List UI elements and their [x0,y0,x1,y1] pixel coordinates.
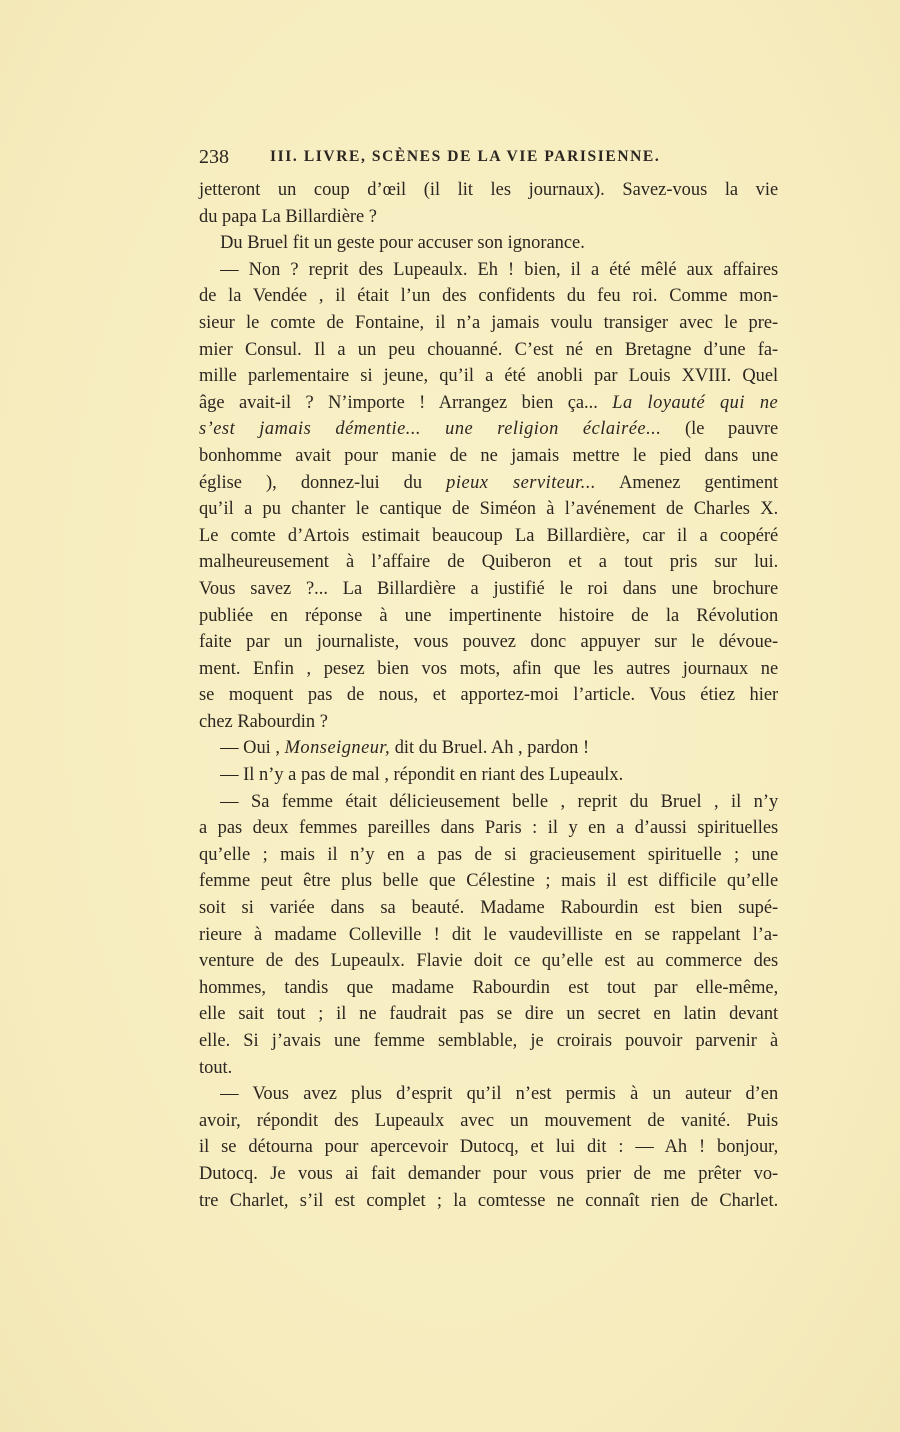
text-line [199,709,778,736]
text-line [199,895,778,922]
text-segment: elle. Si j’avais une femme semblable, je croirais pouvoir parvenir à [199,1030,779,1051]
text-line [199,656,778,683]
text-segment: de la Vendée , il était l’un des confidents du feu roi. Comme mon- [199,285,779,307]
text-line [199,975,778,1002]
text-line [199,1028,778,1055]
text-line [199,1188,778,1215]
text-segment: — Sa femme était délicieusement belle , reprit du Bruel , il n’y [220,790,779,812]
text-segment: femme peut être plus belle que Célestine ; mais il est difficile qu’elle [199,870,779,892]
italic-text: Monseigneur, [284,737,391,759]
text-segment: sieur le comte de Fontaine, il n’a jamais voulu transiger avec le pre- [199,311,779,333]
text-line [199,337,778,364]
text-segment: (le pauvre [661,418,779,440]
text-line [199,1055,778,1082]
text-segment: se moquent pas de nous, et apportez-moi l’article. Vous étiez hier [199,684,779,706]
text-line [199,868,778,895]
text-line [199,177,778,204]
text-segment: hommes, tandis que madame Rabourdin est tout par elle-même, [199,976,779,998]
text-segment: âge avait-il ? N’importe ! Arrangez bien ça... [199,391,613,413]
text-segment: jetteront un coup d’œil (il lit les journaux). Savez-vous la vie [199,179,779,200]
text-segment: ment. Enfin , pesez bien vos mots, afin que les autres journaux ne [199,657,779,679]
text-segment: qu’elle ; mais il n’y en a pas de si gracieusement spirituelle ; une [199,843,779,865]
text-segment: mier Consul. Il a un peu chouanné. C’est né en Bretagne d’une fa- [199,338,779,360]
text-segment: Le comte d’Artois estimait beaucoup La Billardière, car il a coopéré [199,524,779,546]
text-line [199,576,778,603]
text-segment: — Oui , [220,737,285,759]
text-line [199,948,778,975]
text-line [199,1001,778,1028]
text-segment: malheureusement à l’affaire de Quiberon et a tout pris sur lui. [199,551,779,573]
running-title: III. LIVRE, SCÈNES DE LA VIE PARISIENNE. [270,148,661,165]
text-line [199,230,778,257]
text-segment: rieure à madame Colleville ! dit le vaudevilliste en se rappelant l’a- [199,923,779,945]
text-line [199,682,778,709]
text-segment: qu’il a pu chanter le cantique de Siméon à l’avénement de Charles X. [199,498,779,520]
text-line [199,416,778,443]
text-line [199,549,778,576]
text-line [199,283,778,310]
text-segment: faite par un journaliste, vous pouvez donc appuyer sur le dévoue- [199,631,779,653]
page-header [199,146,779,172]
text-line [199,735,778,762]
italic-text: pieux serviteur... [446,471,597,493]
text-segment: publiée en réponse à une impertinente histoire de la Révolution [199,604,779,626]
text-line [199,789,778,816]
text-line [199,603,778,630]
page-number: 238 [199,146,229,168]
text-segment: avoir, répondit des Lupeaulx avec un mouvement de vanité. Puis [199,1109,779,1131]
text-segment: bonhomme avait pour manie de ne jamais mettre le pied dans une [199,444,779,466]
body-text [199,177,778,1214]
text-segment: tre Charlet, s’il est complet ; la comtesse ne connaît rien de Charlet. [199,1189,779,1211]
text-line [199,629,778,656]
text-segment: Du Bruel fit un geste pour accuser son ignorance. [220,232,585,254]
text-line [199,496,778,523]
text-line [199,204,778,231]
text-line [199,443,778,470]
text-line [199,1081,778,1108]
text-segment: Dutocq. Je vous ai fait demander pour vous prier de me prêter vo- [199,1162,779,1184]
text-segment: — Vous avez plus d’esprit qu’il n’est permis à un auteur d’en [220,1083,779,1105]
text-segment: tout. [199,1056,233,1078]
text-segment: — Non ? reprit des Lupeaulx. Eh ! bien, il a été mêlé aux affaires [220,258,779,280]
text-segment: chez Rabourdin ? [199,710,328,732]
text-segment: — Il n’y a pas de mal , répondit en riant des Lupeaulx. [220,764,624,786]
text-line [199,257,778,284]
text-line [199,523,778,550]
text-line [199,1108,778,1135]
text-segment: soit si variée dans sa beauté. Madame Rabourdin est bien supé- [199,897,779,919]
text-segment: dit du Bruel. Ah , pardon ! [390,737,590,759]
text-line [199,922,778,949]
text-segment: venture de des Lupeaulx. Flavie doit ce qu’elle est au commerce des [199,950,779,972]
text-segment: Vous savez ?... La Billardière a justifié le roi dans une brochure [199,577,779,599]
text-segment: église ), donnez-lui du [199,471,447,493]
text-segment: elle sait tout ; il ne faudrait pas se dire un secret en latin devant [199,1003,779,1025]
text-segment: mille parlementaire si jeune, qu’il a été anobli par Louis XVIII. Quel [199,365,779,387]
italic-text: s’est jamais démentie... une religion éclairée... [199,418,662,440]
text-segment: du papa La Billardière ? [199,205,377,227]
text-line [199,470,778,497]
text-segment: il se détourna pour apercevoir Dutocq, et lui dit : — Ah ! bonjour, [199,1136,779,1158]
text-line [199,310,778,337]
text-line [199,390,778,417]
text-segment: a pas deux femmes pareilles dans Paris : il y en a d’aussi spirituelles [199,817,779,839]
text-line [199,762,778,789]
text-line [199,1161,778,1188]
text-line [199,842,778,869]
text-line [199,815,778,842]
text-line [199,363,778,390]
text-segment: Amenez gentiment [596,471,779,493]
italic-text: La loyauté qui ne [612,391,779,413]
text-line [199,1134,778,1161]
